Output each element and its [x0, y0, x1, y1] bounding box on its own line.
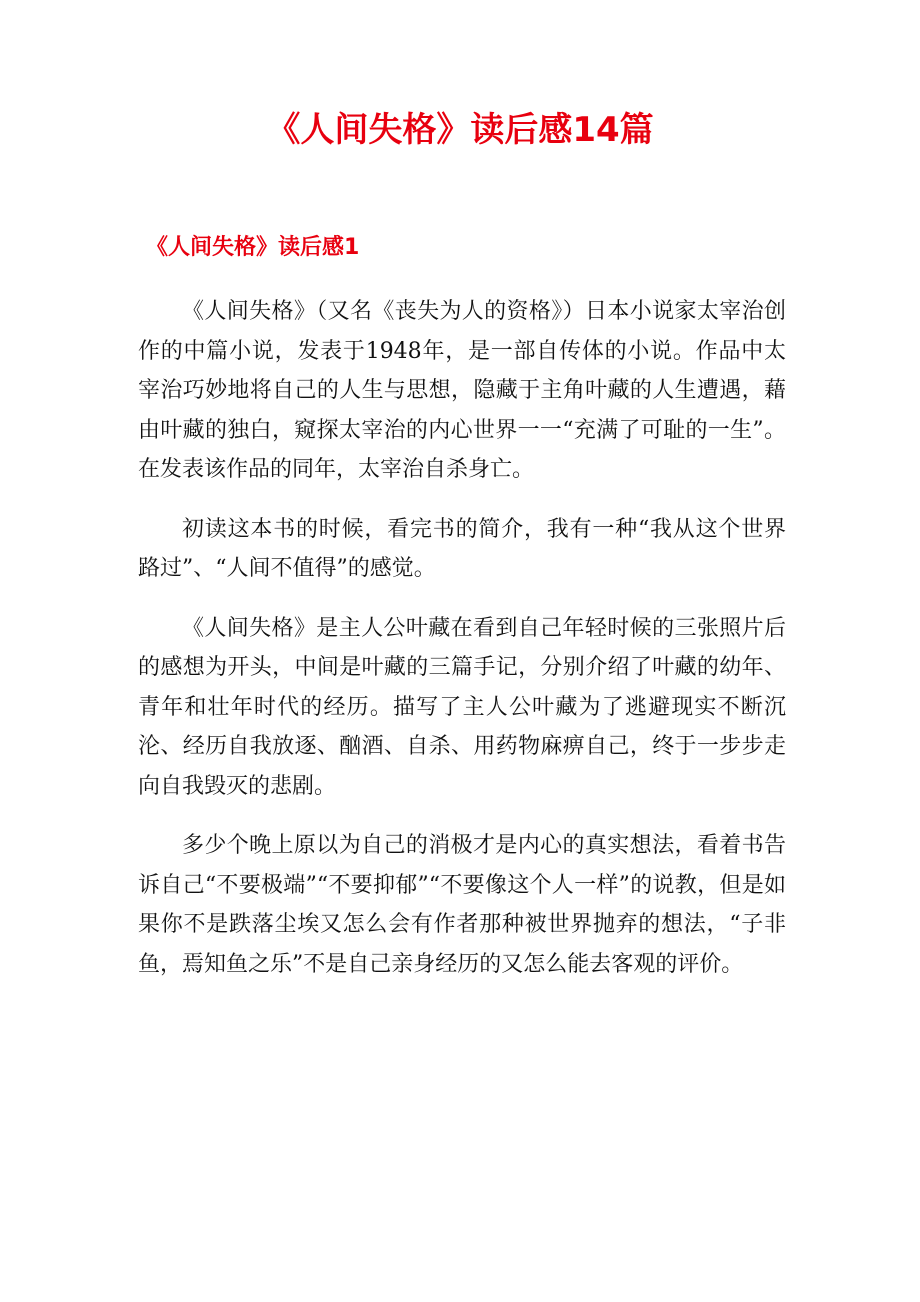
paragraph-2: 初读这本书的时候，看完书的简介，我有一种“我从这个世界路过”、“人间不值得”的感觉。	[138, 516, 786, 581]
section-heading: 《人间失格》读后感1	[146, 235, 360, 260]
paragraph-3: 《人间失格》是主人公叶藏在看到自己年轻时候的三张照片后的感想为开头，中间是叶藏的三篇手记，分别介绍了叶藏的幼年、青年和壮年时代的经历。描写了主人公叶藏为了逃避现实不断沉沦、经历自我放逐、酗酒、自杀、用药物麻痹自己，终于一步步走向自我毁灭的悲剧。	[138, 615, 786, 799]
document-title: 《人间失格》读后感14篇	[266, 110, 654, 150]
paragraph-1: 《人间失格》（又名《丧失为人的资格》）日本小说家太宰治创作的中篇小说，发表于1948年，是一部自传体的小说。作品中太宰治巧妙地将自己的人生与思想，隐藏于主角叶藏的人生遭遇，藉由叶藏的独白，窥探太宰治的内心世界一一“充满了可耻的一生”。在发表该作品的同年，太宰治自杀身亡。	[138, 299, 786, 482]
paragraph-4: 多少个晚上原以为自己的消极才是内心的真实想法，看着书告诉自己“不要极端”“不要抑郁”“不要像这个人一样”的说教，但是如果你不是跌落尘埃又怎么会有作者那种被世界抛弃的想法，“子非鱼，焉知鱼之乐”不是自己亲身经历的又怎么能去客观的评价。	[138, 833, 786, 977]
document-body	[138, 292, 786, 1004]
